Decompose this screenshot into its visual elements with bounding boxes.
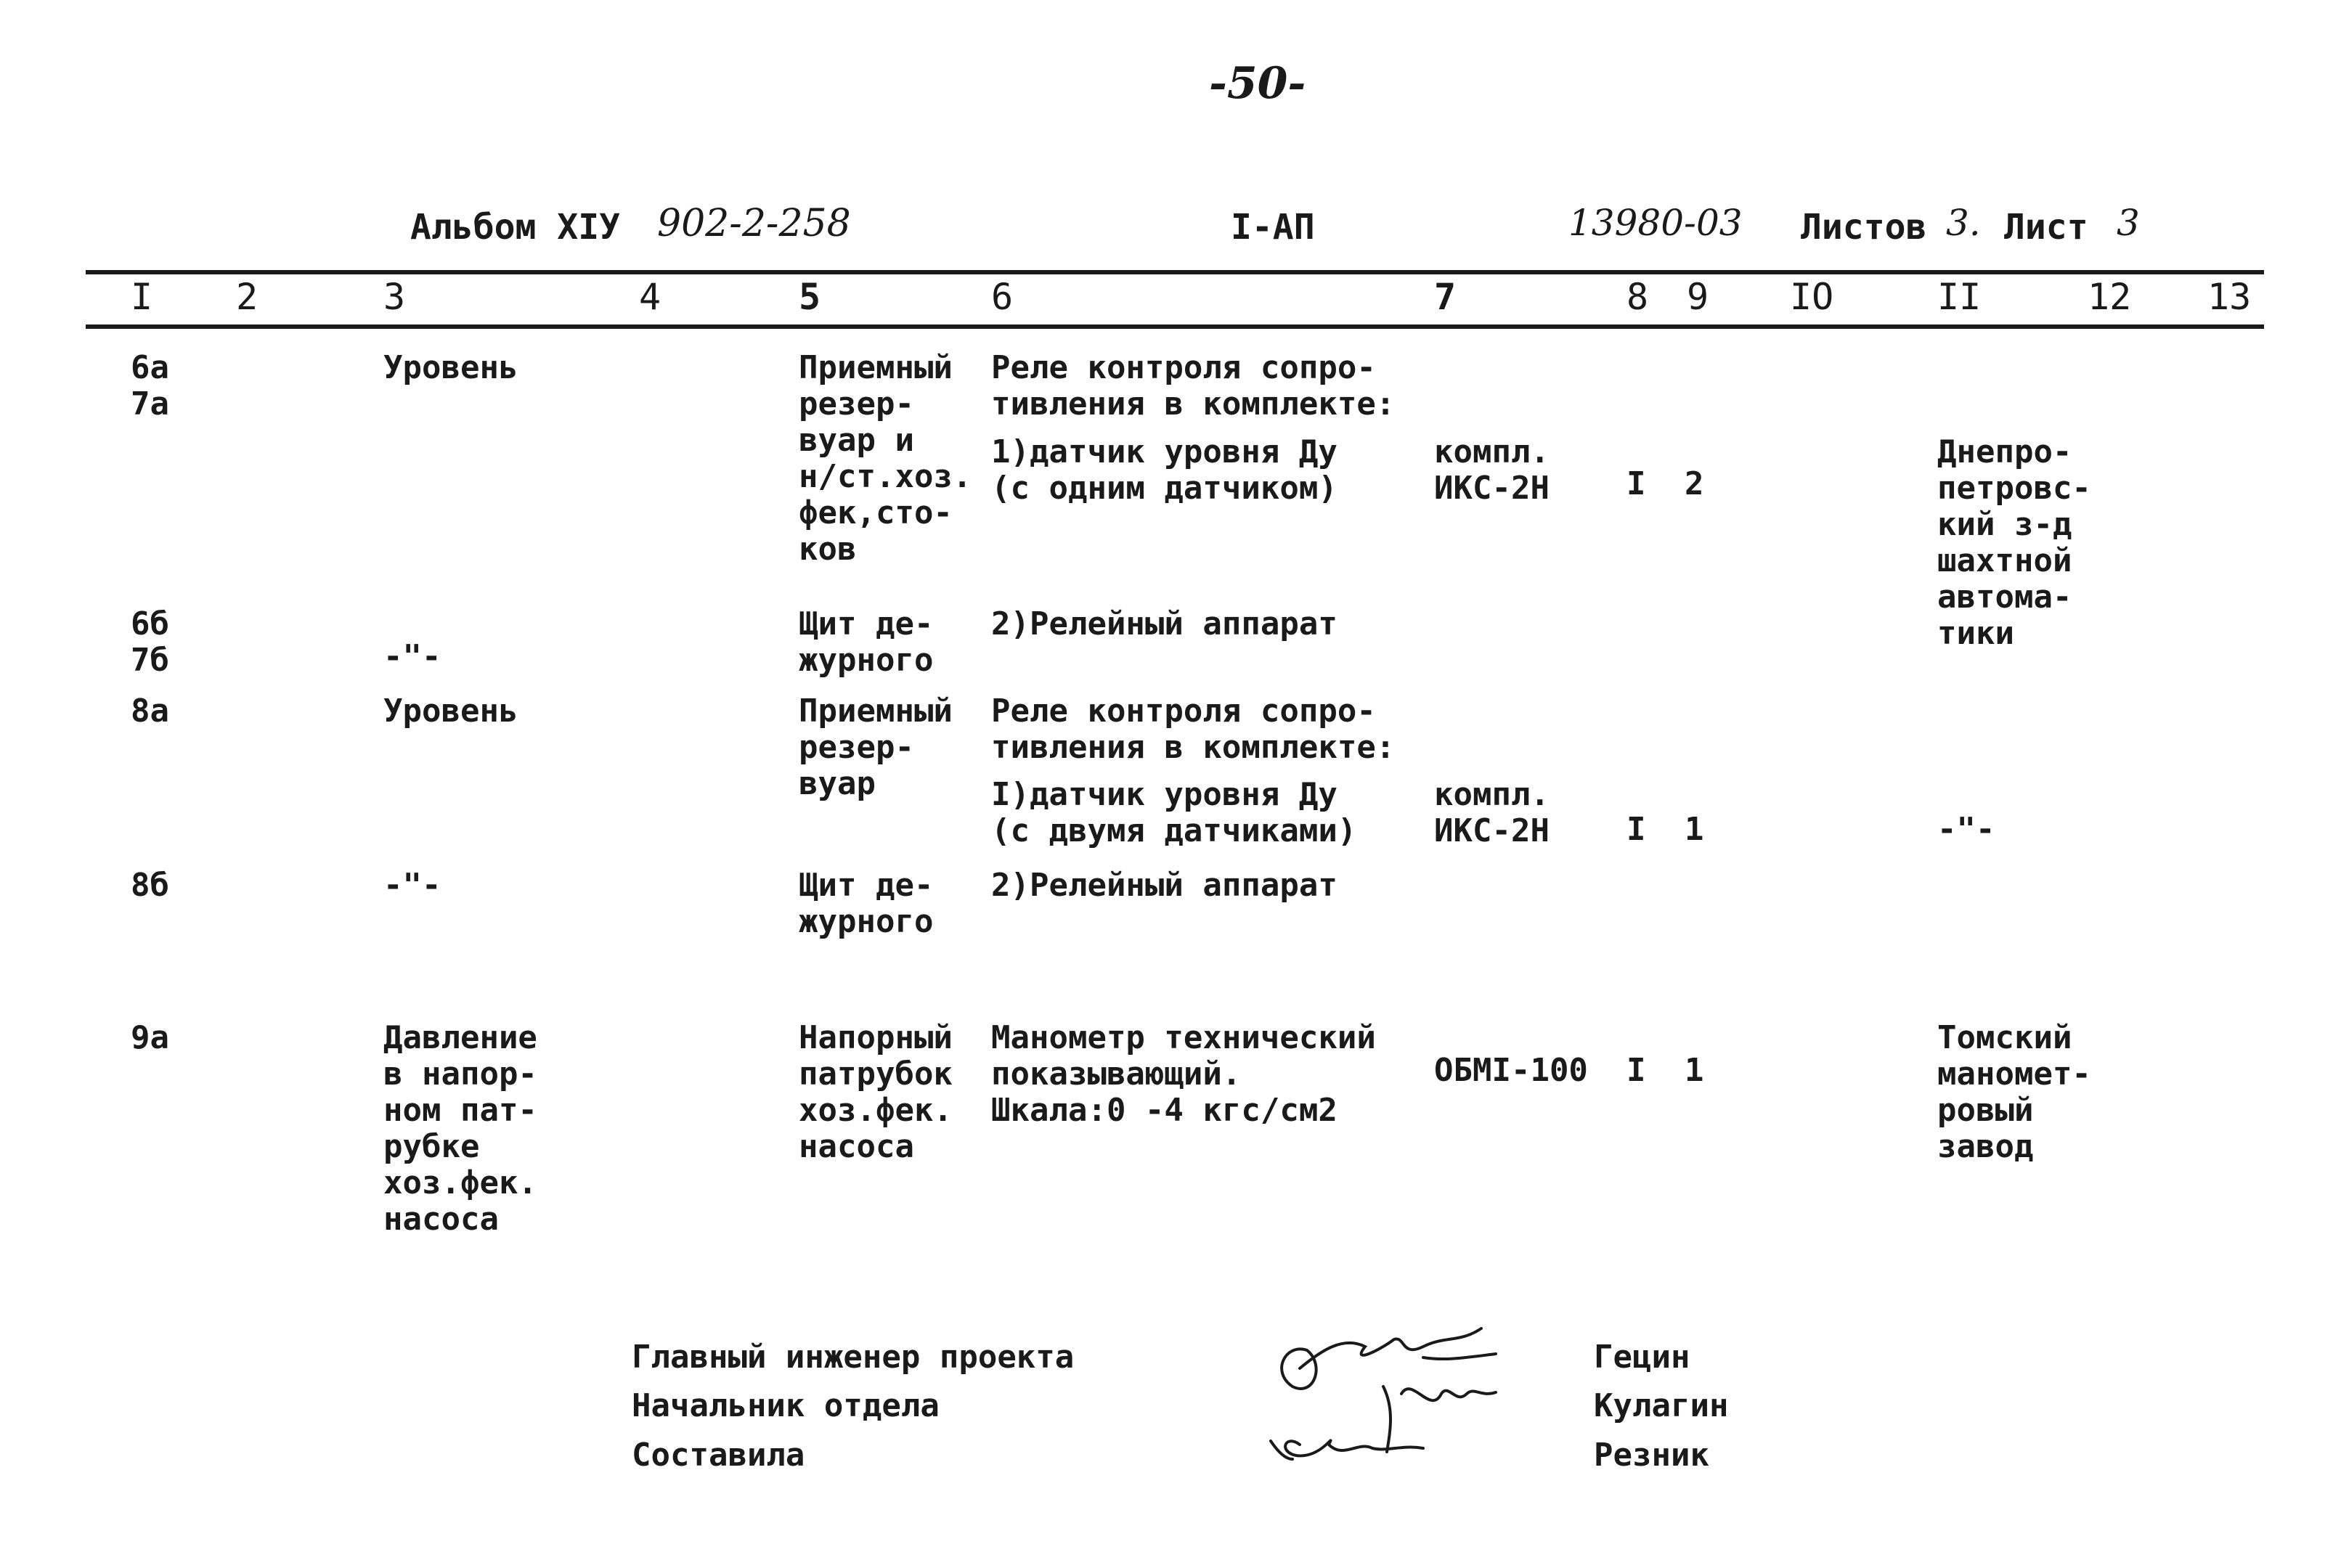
signer-name: Резник bbox=[1594, 1437, 1709, 1474]
location-cell: Щит де- журного bbox=[799, 605, 934, 679]
quantity-cell: 2 bbox=[1685, 465, 1704, 502]
position-cell: 6б 7б bbox=[131, 605, 169, 679]
position-cell: 8а bbox=[131, 693, 169, 730]
sheets-count: 3. bbox=[1946, 202, 1981, 244]
quantity-cell: I bbox=[1626, 465, 1646, 502]
doc-number: 13980-03 bbox=[1568, 202, 1743, 244]
album-code: 902-2-258 bbox=[657, 202, 851, 245]
device-type-cell: компл. ИКС-2Н bbox=[1434, 433, 1550, 507]
device-name-cell: 1)датчик уровня Ду (с одним датчиком) bbox=[991, 433, 1337, 507]
header-top-rule bbox=[86, 270, 2264, 274]
column-number: 3 bbox=[383, 276, 406, 318]
sheet-label: Лист bbox=[2004, 207, 2088, 248]
position-cell: 9а bbox=[131, 1019, 169, 1056]
manufacturer-cell: -"- bbox=[1937, 811, 1995, 848]
quantity-cell: I bbox=[1626, 811, 1646, 848]
device-name-cell: Реле контроля сопро- тивления в комплекте: bbox=[991, 349, 1396, 422]
device-name-cell: 2)Релейный аппарат bbox=[991, 867, 1337, 904]
location-cell: Щит де- журного bbox=[799, 867, 934, 940]
column-number: 7 bbox=[1434, 276, 1457, 318]
device-name-cell: I)датчик уровня Ду (с двумя датчиками) bbox=[991, 776, 1357, 849]
column-number: II bbox=[1937, 276, 1982, 318]
device-name-cell: Реле контроля сопро- тивления в комплекте: bbox=[991, 693, 1396, 766]
parameter-cell: Уровень bbox=[383, 349, 518, 386]
album-label: Альбом XIУ bbox=[410, 207, 620, 248]
column-number: IO bbox=[1790, 276, 1834, 318]
position-cell: 6а 7а bbox=[131, 349, 169, 422]
column-number: 9 bbox=[1687, 276, 1709, 318]
location-cell: Напорный патрубок хоз.фек. насоса bbox=[799, 1019, 953, 1165]
position-cell: 8б bbox=[131, 867, 169, 904]
signer-name: Гецин bbox=[1594, 1339, 1690, 1376]
quantity-cell: I bbox=[1626, 1052, 1646, 1089]
location-cell: Приемный резер- вуар и н/ст.хоз. фек,сто- ков bbox=[799, 349, 972, 568]
page-number: -50- bbox=[1209, 58, 1306, 109]
device-type-cell: компл. ИКС-2Н bbox=[1434, 776, 1550, 849]
location-cell: Приемный резер- вуар bbox=[799, 693, 953, 802]
column-number: 12 bbox=[2088, 276, 2132, 318]
sheet-number: 3 bbox=[2117, 202, 2140, 244]
column-number: 5 bbox=[799, 276, 821, 318]
device-name-cell: 2)Релейный аппарат bbox=[991, 605, 1337, 642]
section-code: I-АП bbox=[1231, 207, 1315, 248]
column-number: 4 bbox=[639, 276, 661, 318]
handwritten-signature bbox=[1256, 1307, 1561, 1481]
signer-title: Главный инженер проекта bbox=[632, 1339, 1075, 1376]
parameter-cell: Давление в напор- ном пат- рубке хоз.фек. насоса bbox=[383, 1019, 537, 1238]
manufacturer-cell: Днепро- петровс- кий з-д шахтной автома- тики bbox=[1937, 433, 2091, 652]
parameter-cell: Уровень bbox=[383, 693, 518, 730]
column-number: 8 bbox=[1626, 276, 1649, 318]
quantity-cell: 1 bbox=[1685, 1052, 1704, 1089]
parameter-cell: -"- bbox=[383, 867, 441, 904]
column-number: 2 bbox=[236, 276, 258, 318]
device-name-cell: Манометр технический показывающий. Шкала:0 -4 кгс/см2 bbox=[991, 1019, 1376, 1129]
quantity-cell: 1 bbox=[1685, 811, 1704, 848]
column-number: 13 bbox=[2207, 276, 2252, 318]
parameter-cell: -"- bbox=[383, 638, 441, 675]
device-type-cell: ОБМI-100 bbox=[1434, 1052, 1588, 1089]
manufacturer-cell: Томский маномет- ровый завод bbox=[1937, 1019, 2091, 1165]
header-bottom-rule bbox=[86, 324, 2264, 329]
column-number: I bbox=[131, 276, 153, 318]
signer-name: Кулагин bbox=[1594, 1387, 1729, 1424]
signer-title: Начальник отдела bbox=[632, 1387, 940, 1424]
column-number: 6 bbox=[991, 276, 1014, 318]
sheets-label: Листов bbox=[1801, 207, 1927, 248]
signer-title: Составила bbox=[632, 1437, 805, 1474]
